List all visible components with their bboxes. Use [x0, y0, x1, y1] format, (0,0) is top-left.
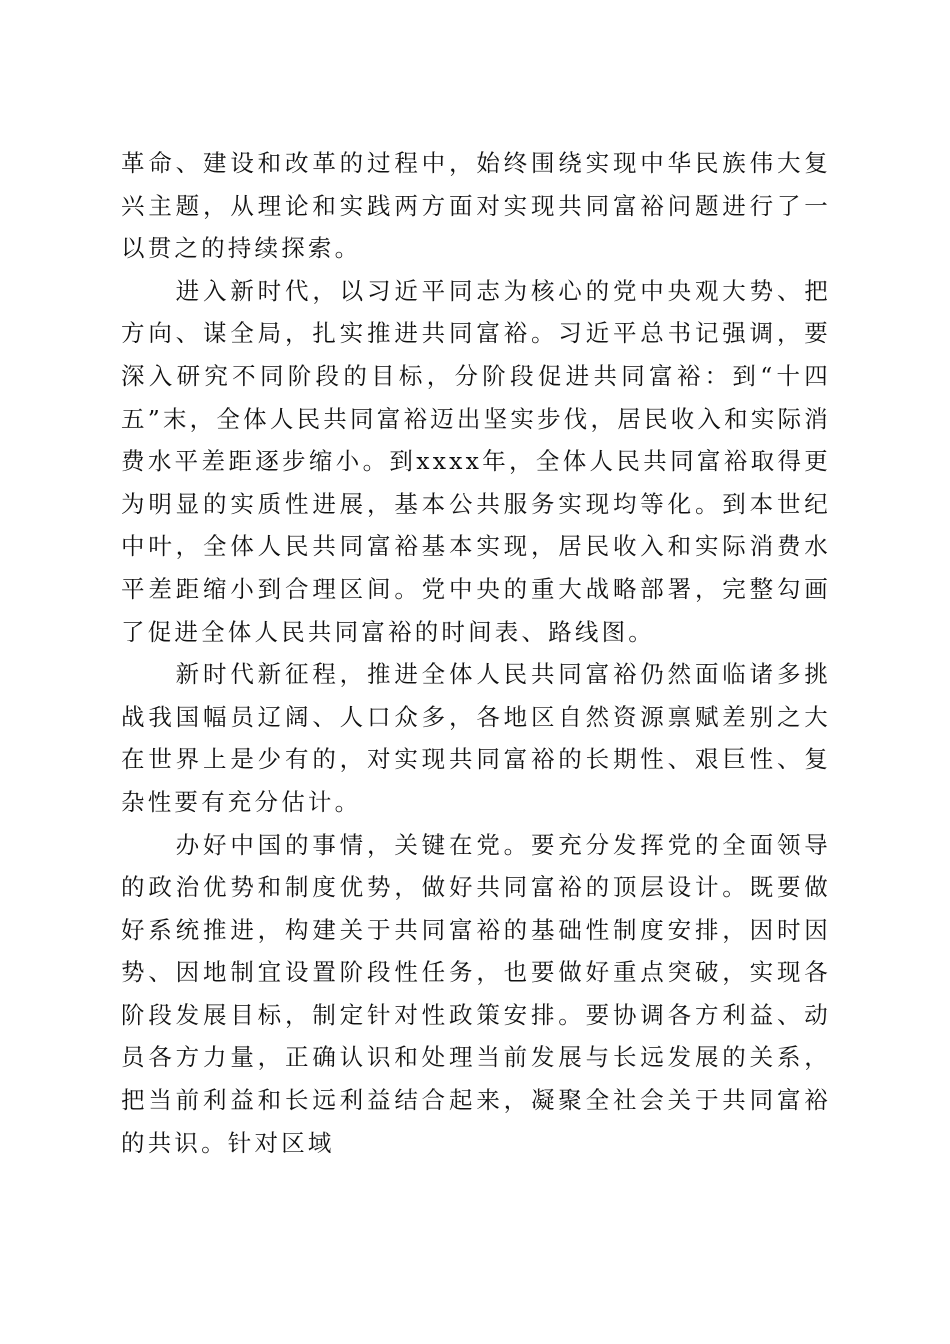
paragraph-challenges: 新时代新征程，推进全体人民共同富裕仍然面临诸多挑战我国幅员辽阔、人口众多，各地区自然资源禀赋差别之大在世界上是少有的，对实现共同富裕的长期性、艰巨性、复杂性要有充分估计。 [121, 660, 831, 816]
document-body [121, 142, 831, 1164]
paragraph-continued: 革命、建设和改革的过程中，始终围绕实现中华民族伟大复兴主题，从理论和实践两方面对实现共同富裕问题进行了一以贯之的持续探索。 [121, 149, 831, 263]
paragraph-new-era: 进入新时代，以习近平同志为核心的党中央观大势、把方向、谋全局，扎实推进共同富裕。习近平总书记强调，要深入研究不同阶段的目标，分阶段促进共同富裕：到“十四五”末，全体人民共同富裕迈出坚实步伐，居民收入和实际消费水平差距逐步缩小。到xxxx年，全体人民共同富裕取得更为明显的实质性进展，基本公共服务实现均等化。到本世纪中叶，全体人民共同富裕基本实现，居民收入和实际消费水平差距缩小到合理区间。党中央的重大战略部署，完整勾画了促进全体人民共同富裕的时间表、路线图。 [121, 276, 831, 646]
paragraph-party-leadership: 办好中国的事情，关键在党。要充分发挥党的全面领导的政治优势和制度优势，做好共同富裕的顶层设计。既要做好系统推进，构建关于共同富裕的基础性制度安排，因时因势、因地制宜设置阶段性任务，也要做好重点突破，实现各阶段发展目标，制定针对性政策安排。要协调各方利益、动员各方力量，正确认识和处理当前发展与长远发展的关系，把当前利益和长远利益结合起来，凝聚全社会关于共同富裕的共识。针对区域 [121, 830, 831, 1157]
